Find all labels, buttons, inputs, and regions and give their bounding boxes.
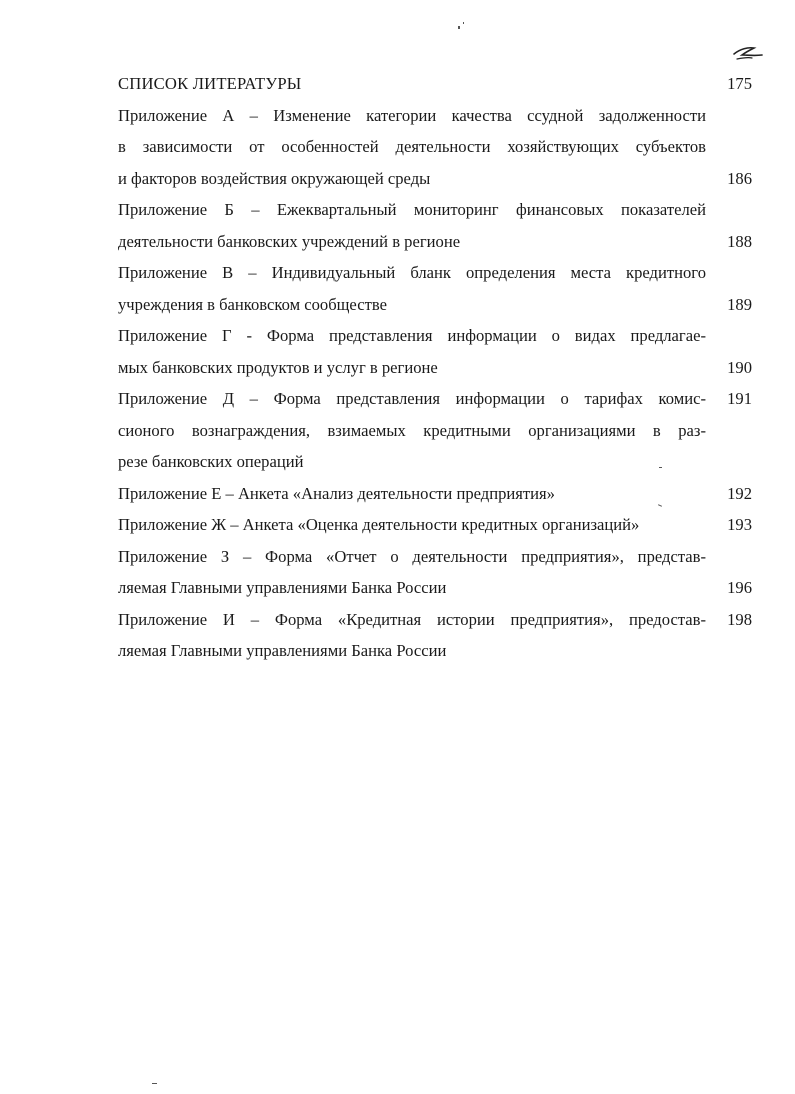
toc-entry-text: ляемая Главными управлениями Банка России <box>118 578 447 597</box>
toc-entry-text: и факторов воздействия окружающей среды <box>118 168 431 188</box>
toc-entry-text: Приложение Д – Форма представления информации о тарифах комис- <box>118 389 706 408</box>
toc-entry-line <box>118 383 752 415</box>
toc-entry-text: сионого вознаграждения, взимаемых кредитными организациями в раз- <box>118 420 706 440</box>
toc-entry-appendix <box>118 320 752 383</box>
toc-entry-appendix <box>118 257 752 320</box>
toc-entry-text: учреждения в банковском сообществе <box>118 294 387 314</box>
toc-page-number: 196 <box>727 578 752 597</box>
toc-heading-text: СПИСОК ЛИТЕРАТУРЫ <box>118 74 302 93</box>
toc-entry-text: Приложение З – Форма «Отчет о деятельности предприятия», представ- <box>118 546 706 566</box>
toc-entry-appendix <box>118 478 752 510</box>
toc-page-number: 189 <box>727 294 752 314</box>
toc-entry-text: резе банковских операций <box>118 452 304 471</box>
toc-entry-line <box>118 289 752 321</box>
toc-entry-text: Приложение В – Индивидуальный бланк определения места кредитного <box>118 263 706 282</box>
scan-speck <box>463 22 464 24</box>
toc-entry-line <box>118 478 752 510</box>
scan-speck <box>458 26 460 29</box>
toc-page-number: 188 <box>727 231 752 251</box>
toc-entry-line <box>118 446 752 478</box>
toc-entry-text: Приложение Ж – Анкета «Оценка деятельности кредитных организаций» <box>118 515 640 534</box>
toc-entry-line <box>118 572 752 604</box>
table-of-contents <box>118 68 752 667</box>
toc-entry-appendix <box>118 100 752 195</box>
toc-entry-line <box>118 131 752 163</box>
toc-entry-line <box>118 415 752 447</box>
toc-page-number: 198 <box>727 609 752 629</box>
toc-entry-line <box>118 509 752 541</box>
toc-entry-line <box>118 541 752 573</box>
toc-entry-line <box>118 604 752 636</box>
toc-entry-text: Приложение Б – Ежеквартальный мониторинг финансовых показателей <box>118 200 706 219</box>
toc-entry-line <box>118 163 752 195</box>
toc-entry-bibliography <box>118 68 752 100</box>
toc-page-number: 190 <box>727 357 752 377</box>
toc-entry-appendix <box>118 604 752 667</box>
toc-entry-line <box>118 257 752 289</box>
handwritten-page-mark <box>728 40 766 66</box>
toc-entry-line <box>118 352 752 384</box>
toc-page-number: 186 <box>727 168 752 188</box>
toc-entry-appendix <box>118 194 752 257</box>
toc-entry-text: Приложение И – Форма «Кредитная истории предприятия», предостав- <box>118 609 706 629</box>
toc-entry-text: Приложение Е – Анкета «Анализ деятельности предприятия» <box>118 483 555 503</box>
toc-entry-text: ляемая Главными управлениями Банка России <box>118 641 447 660</box>
toc-entry-line <box>118 226 752 258</box>
scan-speck <box>152 1083 157 1084</box>
toc-page-number: 191 <box>727 389 752 408</box>
toc-entry-text: Приложение А – Изменение категории качества ссудной задолженности <box>118 105 706 125</box>
toc-entry-line <box>118 194 752 226</box>
toc-page-number: 175 <box>727 74 752 93</box>
toc-page-number: 192 <box>727 483 752 503</box>
toc-entry-line <box>118 100 752 132</box>
toc-entry-appendix <box>118 541 752 604</box>
toc-entry-line <box>118 635 752 667</box>
toc-entry-appendix <box>118 509 752 541</box>
toc-entry-text: в зависимости от особенностей деятельности хозяйствующих субъектов <box>118 137 706 156</box>
toc-entry-text: деятельности банковских учреждений в регионе <box>118 231 461 251</box>
toc-entry-text: Приложение Г - Форма представления информации о видах предлагае- <box>118 326 706 345</box>
toc-page-number: 193 <box>727 515 752 534</box>
toc-entry-line <box>118 68 752 100</box>
toc-entry-text: мых банковских продуктов и услуг в регионе <box>118 357 438 377</box>
toc-entry-line <box>118 320 752 352</box>
toc-entry-appendix <box>118 383 752 478</box>
